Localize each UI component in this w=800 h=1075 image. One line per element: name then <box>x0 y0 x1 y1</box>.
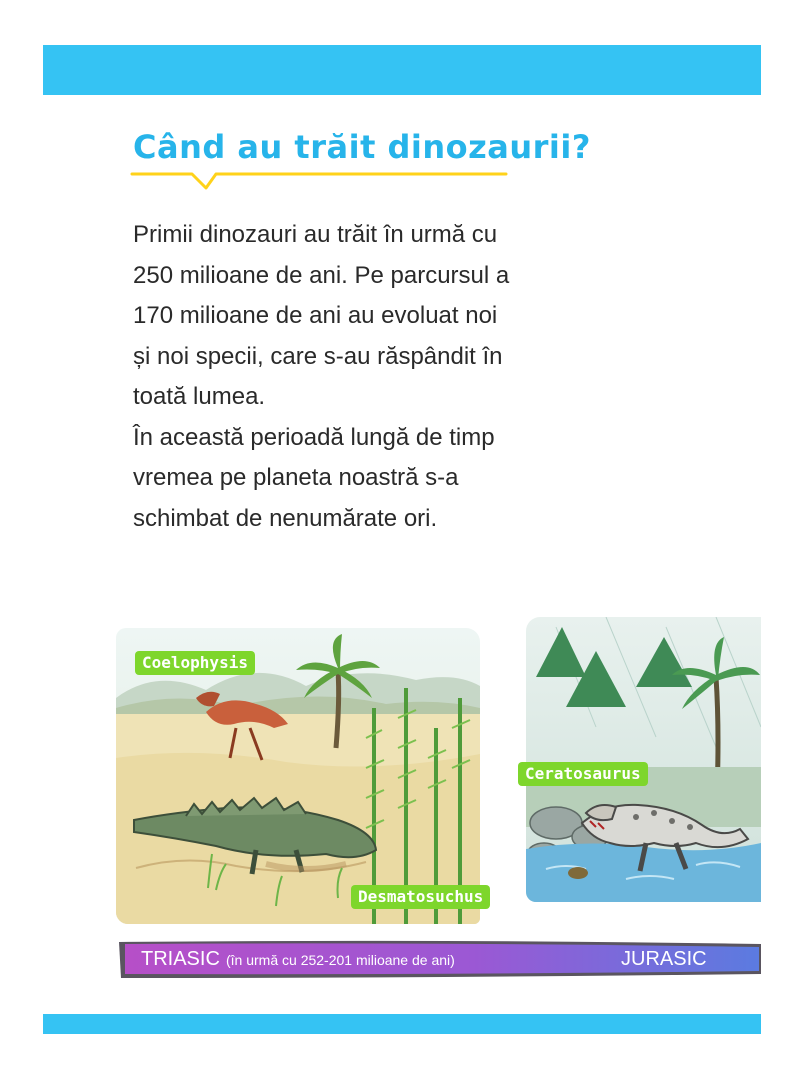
label-ceratosaurus: Ceratosaurus <box>518 762 648 786</box>
top-color-band <box>43 45 761 95</box>
intro-line-1: Primii dinozauri au trăit în urmă cu <box>133 221 498 248</box>
bottom-color-band <box>43 1014 761 1034</box>
label-coelophysis: Coelophysis <box>135 651 255 675</box>
timeline-triassic: TRIASIC <box>141 948 220 970</box>
jurassic-scene-image <box>526 617 761 902</box>
page-title: Când au trăit dinozaurii? <box>133 128 591 166</box>
intro-text <box>133 215 573 539</box>
intro-line-3: 170 milioane de ani au evoluat noi <box>133 302 498 329</box>
label-desmatosuchus: Desmatosuchus <box>351 885 490 909</box>
timeline-jurassic: JURASIC <box>621 948 707 970</box>
jurassic-illustration <box>526 617 761 902</box>
intro-line-4: și noi specii, care s-au răspândit în <box>133 342 503 370</box>
intro-line-2: 250 milioane de ani. Pe parcursul a <box>133 261 510 289</box>
intro-line-6: În această perioadă lungă de timp <box>133 423 495 451</box>
title-speech-underline <box>130 170 510 194</box>
intro-line-7: vremea pe planeta noastră s-a <box>133 464 459 491</box>
intro-line-5: toată lumea. <box>133 383 266 410</box>
timeline-triassic-note: (în urmă cu 252-201 milioane de ani) <box>226 952 455 968</box>
intro-line-8: schimbat de nenumărate ori. <box>133 504 438 532</box>
